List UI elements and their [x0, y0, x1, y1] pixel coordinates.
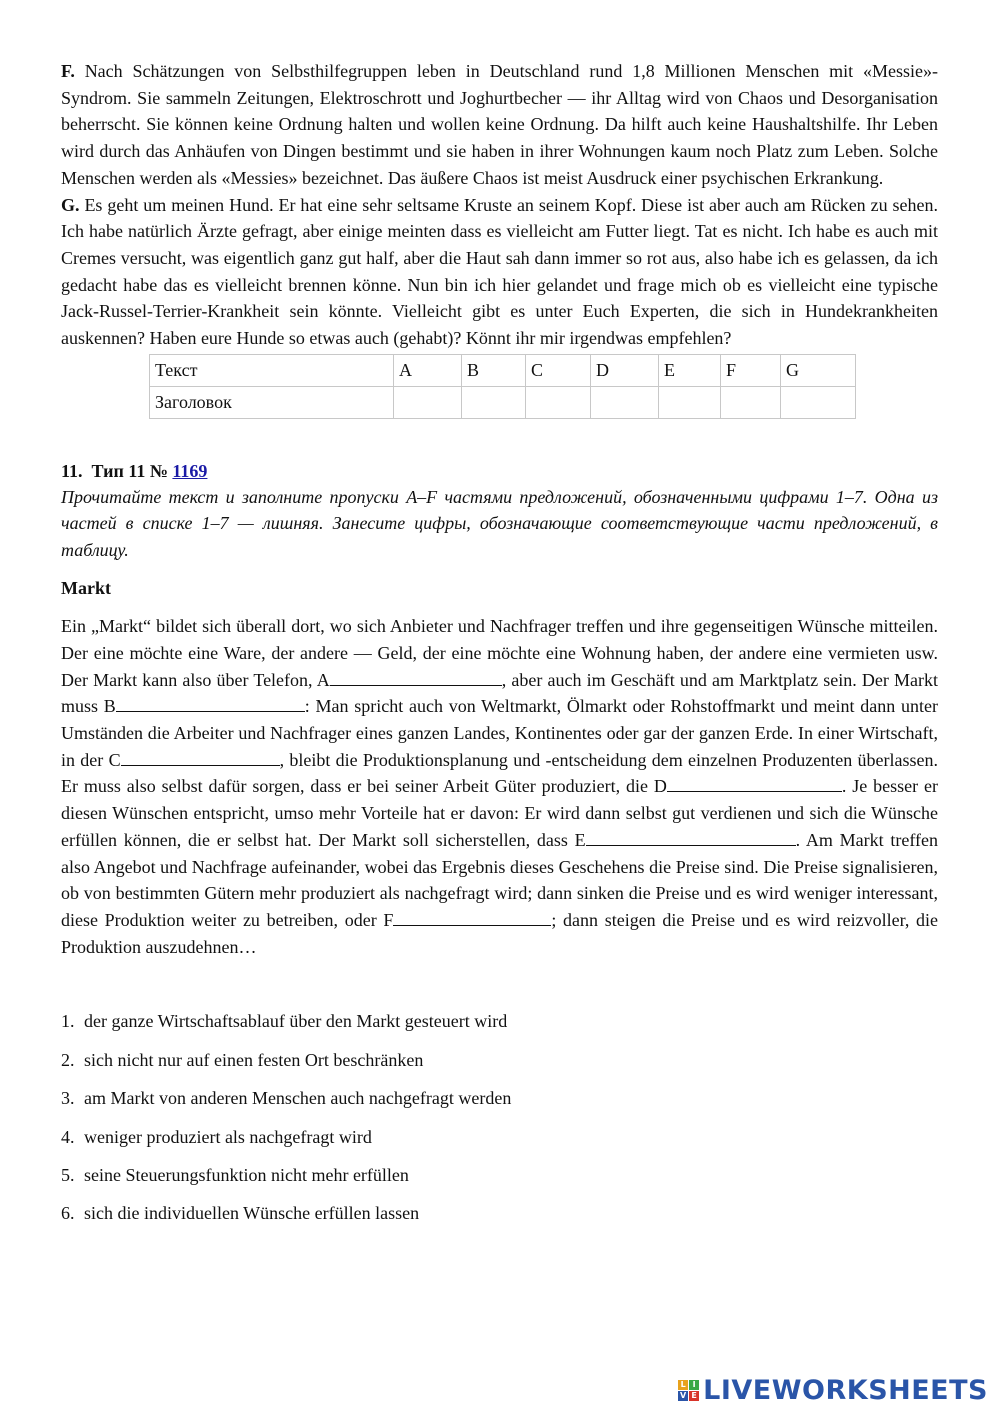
- gap-e-blank[interactable]: [586, 829, 796, 846]
- option-item: [61, 1047, 938, 1073]
- answer-table-letter: B: [462, 354, 526, 386]
- gap-f-blank[interactable]: [393, 909, 551, 926]
- option-number: 1.: [61, 1011, 75, 1032]
- paragraph-f-label: F.: [61, 61, 75, 81]
- paragraph-f: [61, 58, 938, 192]
- options-list: [61, 1008, 938, 1226]
- option-number: 4.: [61, 1126, 75, 1147]
- logo-mark-letter: V: [680, 1391, 687, 1400]
- answer-table-letter: F: [721, 354, 781, 386]
- answer-cell-g[interactable]: [781, 386, 856, 418]
- answer-cell-c[interactable]: [526, 386, 591, 418]
- answer-table-header-text: Текст: [150, 354, 394, 386]
- option-text: der ganze Wirtschaftsablauf über den Markt gesteuert wird: [84, 1011, 508, 1032]
- logo-mark-icon: [678, 1380, 699, 1401]
- answer-table: [149, 354, 856, 419]
- gap-text-part: ; dann steigen die Preise und es wird reizvoller, die Produktion auszudehnen…: [61, 909, 939, 957]
- gap-label-b: B: [103, 696, 116, 717]
- gap-label-e: E: [574, 829, 586, 850]
- gap-text: [61, 613, 938, 960]
- answer-table-header-heading: Заголовок: [150, 386, 394, 418]
- gap-label-c: C: [108, 749, 121, 770]
- option-number: 3.: [61, 1088, 75, 1109]
- paragraph-g: [61, 192, 938, 352]
- gap-text-part: , bleibt die Produktionsplanung und -entscheidung dem einzelnen Produzenten überlassen. Er muss also selbst dafür sorgen, dass er bei seiner Arbeit Güter produziert, die: [61, 749, 938, 797]
- answer-table-letter: C: [526, 354, 591, 386]
- option-text: weniger produziert als nachgefragt wird: [84, 1126, 372, 1147]
- task-instruction: Прочитайте текст и заполните пропуски A–F частями предложений, обозначенными цифрами 1–7. Одна из частей в списке 1–7 — лишняя. Занесите цифры, обозначающие соответствующие части предложений, в таблицу.: [61, 486, 938, 560]
- gap-text-part: Ein „Markt“ bildet sich überall dort, wo sich Anbieter und Nachfrager treffen und ihre gegenseitigen Wünsche mitteilen. Der eine möchte eine Ware, der andere — Geld, der eine möchte eine Wohnung haben, der andere eine vermieten usw. Der Markt kann also über Telefon,: [61, 616, 938, 690]
- gap-b-blank[interactable]: [116, 695, 305, 712]
- task-type: Тип 11 №: [91, 460, 168, 481]
- answer-cell-a[interactable]: [394, 386, 462, 418]
- option-text: am Markt von anderen Menschen auch nachgefragt werden: [84, 1088, 512, 1109]
- answer-table-letter: E: [659, 354, 721, 386]
- answer-table-letter: G: [781, 354, 856, 386]
- answer-cell-b[interactable]: [462, 386, 526, 418]
- gap-a-blank[interactable]: [330, 669, 502, 686]
- worksheet-page: [61, 58, 938, 1239]
- option-item: [61, 1162, 938, 1188]
- option-item: [61, 1008, 938, 1034]
- answer-cell-f[interactable]: [721, 386, 781, 418]
- paragraph-g-label: G.: [61, 194, 80, 215]
- gap-text-part: . Am Markt treffen also Angebot und Nachfrage aufeinander, wobei das Ergebnis dieses Geschehens die Preise sind. Die Preise signalisieren, ob von bestimmten Gütern mehr produziert als nachgefragt wird; dann sinken die Preise und es wird weniger interessant, diese Produktion weiter zu betreiben, oder: [61, 829, 938, 930]
- option-text: sich nicht nur auf einen festen Ort beschränken: [84, 1049, 424, 1070]
- option-number: 5.: [61, 1164, 75, 1185]
- gap-text-part: , aber auch im Geschäft und am Marktplatz sein. Der Markt muss: [61, 669, 938, 717]
- task-id-link[interactable]: 1169: [172, 460, 208, 481]
- task-number: 11.: [61, 460, 83, 481]
- option-number: 2.: [61, 1049, 75, 1070]
- gap-d-blank[interactable]: [667, 775, 842, 792]
- paragraph-g-text: Es geht um meinen Hund. Er hat eine sehr seltsame Kruste an seinem Kopf. Diese ist aber auch am Rücken zu sehen. Ich habe natürlich Ärzte gefragt, aber einige meinten dass es vielleicht am Futter liegt. Tat es nicht. Ich habe es auch mit Cremes versucht, was eigentlich ganz gut half, aber die Haut sah dann immer so rot aus, also habe ich es gelassen, da ich gedacht habe das es vielleicht brennen könne. Nun bin ich hier gelandet und frage mich ob es vielleicht eine typische Jack-Russel-Terrier-Krankheit sein könnte. Vielleicht gibt es unter Euch Experten, die sich in Hundekrankheiten auskennen? Haben eure Hunde so etwas auch (gehabt)? Könnt ihr mir irgendwas empfehlen?: [61, 194, 938, 349]
- text-title: Markt: [61, 578, 111, 599]
- answer-cell-d[interactable]: [591, 386, 659, 418]
- option-text: sich die individuellen Wünsche erfüllen lassen: [84, 1203, 420, 1224]
- answer-table-letter: A: [394, 354, 462, 386]
- logo-mark-letter: E: [689, 1391, 699, 1401]
- gap-text-part: : Man spricht auch von Weltmarkt, Ölmarkt oder Rohstoffmarkt und meint dann unter Umständen die Arbeiter und Nachfrager eines ganzen Landes, Kontinentes oder gar der ganzen Erde. In einer Wirtschaft, in der: [61, 696, 938, 770]
- answer-table-row-heading: [150, 386, 856, 418]
- gap-c-blank[interactable]: [121, 749, 280, 766]
- option-text: seine Steuerungsfunktion nicht mehr erfüllen: [84, 1164, 409, 1185]
- option-number: 6.: [61, 1203, 75, 1224]
- liveworksheets-logo: [678, 1375, 988, 1406]
- gap-label-a: A: [316, 669, 330, 690]
- gap-label-f: F: [383, 909, 394, 930]
- option-item: [61, 1085, 938, 1111]
- task-header: [61, 458, 938, 484]
- logo-text: LIVEWORKSHEETS: [703, 1375, 988, 1406]
- answer-table-letter: D: [591, 354, 659, 386]
- answer-cell-e[interactable]: [659, 386, 721, 418]
- gap-label-d: D: [653, 776, 667, 797]
- option-item: [61, 1200, 938, 1226]
- option-item: [61, 1124, 938, 1150]
- gap-text-part: . Je besser er diesen Wünschen entspricht, umso mehr Vorteile hat er davon: Er wird dann selbst gut verdienen und sich die Wünsche erfüllen können, die er selbst hat. Der Markt soll sicherstellen, dass: [61, 776, 938, 850]
- answer-table-row-text: [150, 354, 856, 386]
- logo-mark-letter: L: [678, 1380, 688, 1390]
- logo-mark-letter: I: [689, 1380, 699, 1390]
- paragraph-f-text: Nach Schätzungen von Selbsthilfegruppen leben in Deutschland rund 1,8 Millionen Menschen mit «Messie»-Syndrom. Sie sammeln Zeitungen, Elektroschrott und Joghurtbecher — ihr Alltag wird von Chaos und Desorganisation beherrscht. Sie können keine Ordnung halten und wollen keine Ordnung. Da hilft auch keine Haushaltshilfe. Ihr Leben wird durch das Anhäufen von Dingen bestimmt und sie haben in ihrer Wohnungen kaum noch Platz zum Leben. Solche Menschen werden als «Messies» bezeichnet. Das äußere Chaos ist meist Ausdruck einer psychischen Erkrankung.: [61, 61, 939, 188]
